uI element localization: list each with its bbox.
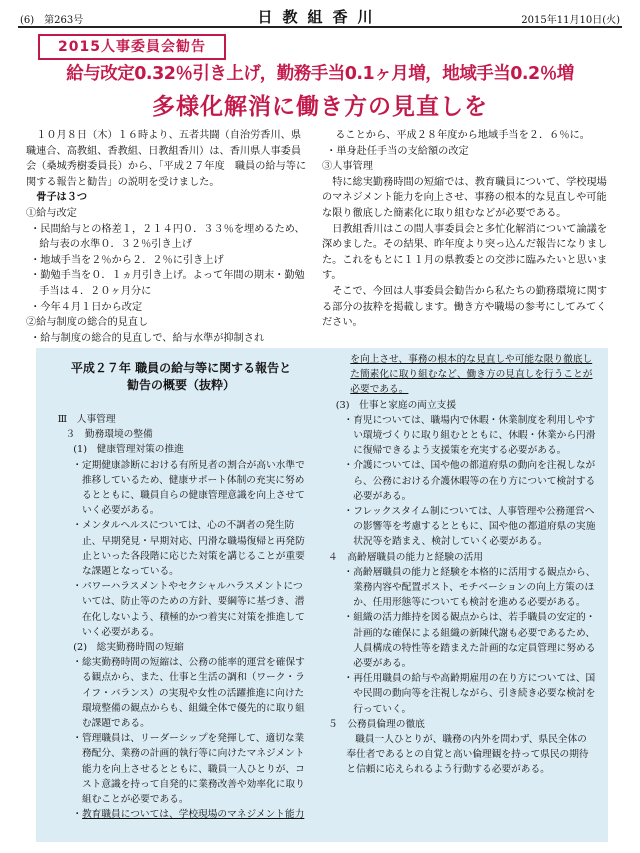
article-label: 2015人事委員会勧告: [38, 34, 226, 60]
item-heading: (1) 健康管理対策の推進: [73, 444, 184, 456]
intro-paragraph: １０月８日（木）１６時より、五者共闘（自治労香川、県職連合、高教組、香教組、日教組香川）は、香川県人事委員会（桑城秀樹委員長）から、「平成２７年度 職員の給与等に関する報告と勧告」の説明を受けました。: [26, 130, 307, 188]
paragraph: 職員一人ひとりが、職務の内外を問わず、県民全体の奉仕者であるとの自覚と高い倫理観を持って県民の期待と信頼に応えられるよう行動する必要がある。: [346, 734, 589, 776]
excerpt-title-line2: 勧告の概要（抜粋）: [126, 378, 235, 392]
section-salary-system: ②給与制度の総合的見直し: [26, 317, 149, 329]
continued-text: ることから、平成２８年度から地域手当を２．６％に。: [335, 130, 590, 141]
item-heading: (2) 総実勤務時間の短縮: [73, 642, 184, 654]
paragraph: 特に総実勤務時間の短縮では、教育職員について、学校現場のマネジメント能力を向上させ、事務の根本的な見直しや可能な限り徹底した簡素化に取り組むなどが必要である。: [322, 176, 607, 219]
paragraph: そこで、今回は人事委員会勧告から私たちの勤務環境に関する部分の抜粋を掲載します。働き方や職場の参考にしてみてください。: [322, 285, 608, 329]
subsection-heading: ４ 高齢層職員の能力と経験の活用: [328, 551, 483, 563]
list-item: ・メンタルヘルスについては、心の不調者の発生防止、早期発見・早期対応、円滑な職場復帰と再発防止といった各段階に応じた対策を講じることが重要な課題となっている。: [72, 520, 305, 578]
bullet: ・: [72, 809, 82, 821]
item-heading: (3) 仕事と家庭の両立支援: [335, 399, 457, 411]
list-item: ・高齢層職員の能力と経験を本格的に活用する観点から、業務内容や配置ポスト、モチベーションの向上方策のほか、任用形態等についても検討を進める必要がある。: [343, 566, 596, 609]
section-personnel: ③人事管理: [322, 161, 373, 173]
kosshi-heading: 骨子は３つ: [36, 191, 88, 204]
subsection-heading: ５ 公務員倫理の徹底: [328, 718, 425, 730]
excerpt-box: [36, 348, 608, 842]
left-column: [26, 128, 308, 346]
section-heading: Ⅲ 人事管理: [57, 414, 116, 425]
list-item: ・単身赴任手当の支給額の改定: [326, 145, 469, 157]
excerpt-right-column: [328, 352, 596, 778]
list-item: ・民間給与との格差１，２１４円０．３３％を埋めるため、給与表の水準０．３２％引き上げ: [30, 223, 305, 251]
underlined-text: 教育職員については、学校現場のマネジメント能力: [82, 809, 305, 821]
list-item: ・組織の活力維持を図る観点からは、若手職員の安定的・計画的な確保による組織の新陳代謝も必要であるため、人員構成の特性等を踏まえた計画的な定員管理に努める必要がある。: [343, 612, 596, 670]
list-item: ・給与制度の総合的見直しで、給与水準が抑制され: [30, 332, 265, 344]
underlined-continuation: を向上させ、事務の根本的な見直しや可能な限り徹底した簡素化に取り組むなど、働き方の見直しを行うことが必要である。: [350, 354, 593, 396]
list-item: ・今年４月１日から改定: [30, 301, 143, 313]
list-item: ・地域手当を２％から２．２％に引き上げ: [30, 254, 224, 266]
list-item: ・再任用職員の給与や高齢期雇用の在り方については、国や民間の動向等を注視しながら、引き続き必要な検討を行っていく。: [343, 673, 596, 715]
excerpt-title: [50, 360, 312, 394]
list-item: ・定期健康診断における有所見者の割合が高い水準で推移しているため、健康サポート体制の充実に努めるとともに、職員自らの健康管理意識を向上させていく必要がある。: [72, 459, 305, 517]
right-column: [322, 128, 612, 331]
subsection-heading: ３ 勤務環境の整備: [65, 429, 153, 441]
list-item: [50, 807, 312, 822]
list-item: ・パワーハラスメントやセクシャルハラスメントについては、防止等のための方針、要綱等に基づき、潜在化しないよう、積極的かつ着実に対策を推進していく必要がある。: [72, 581, 305, 638]
list-item: ・育児については、職場内で休暇・休業制度を利用しやすい環境づくりに取り組むとともに、休暇・休業から円滑に復帰できるよう支援策を充実する必要がある。: [343, 414, 596, 457]
page-header: [18, 6, 622, 28]
list-item: ・総実勤務時間の短縮は、公務の能率的運営を確保する観点から、また、仕事と生活の調和（ワーク・ライフ・バランス）の実現や女性の活躍推進に向けた環境整備の観点からも、組織全体で優先的に取り組む課題である。: [72, 657, 305, 730]
list-item: ・管理職員は、リーダーシップを発揮して、適切な業務配分、業務の計画的執行等に向けたマネジメント能力を向上させるとともに、職員一人ひとりが、コスト意識を持って自発的に業務改善や効率化に取り組むことが必要である。: [72, 733, 305, 806]
paragraph: 日教組香川はこの間人事委員会と多忙化解消について論議を深めました。その結果、昨年度より突っ込んだ報告になりました。これをもとに１１月の県教委との交渉に臨みたいと思います。: [322, 223, 608, 282]
list-item: ・勤勉手当を０．１ヵ月引き上げ。よって年間の期末・勤勉手当は４．２０ヶ月分に: [30, 270, 305, 297]
list-item: ・フレックスタイム制については、人事管理や公務運営への影響等を考慮するとともに、国や他の都道府県の実施状況等を踏まえ、検討していく必要がある。: [343, 506, 596, 548]
list-item: ・介護については、国や他の都道府県の動向を注視しながら、公務における介護休暇等の在り方について検討する必要がある。: [343, 460, 596, 502]
issue-date: 2015年11月10日(火): [521, 15, 620, 26]
section-salary-revision: ①給与改定: [26, 207, 77, 219]
page-number: (6) 第263号: [20, 15, 84, 26]
excerpt-left-column: [50, 348, 312, 822]
headline-sub: 多様化解消に働き方の見直しを: [152, 94, 488, 120]
newspaper-title: 日教組香川: [257, 8, 383, 26]
headline-main: 給与改定0.32％引き上げ，勤務手当0.1ヶ月増，地域手当0.2％増: [66, 64, 574, 84]
excerpt-title-line1: 平成２７年 職員の給与等に関する報告と: [70, 361, 292, 375]
